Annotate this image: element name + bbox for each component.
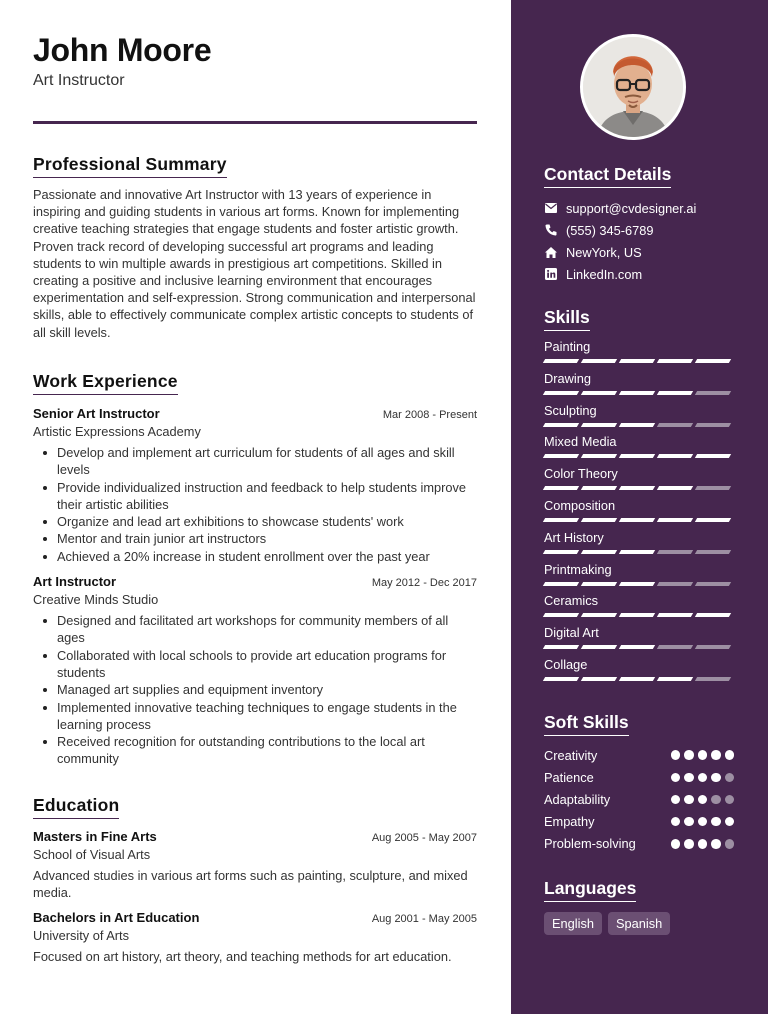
soft-skill-item — [544, 766, 734, 788]
soft-skills-section — [544, 712, 734, 855]
rating-dot-filled — [698, 817, 708, 827]
rating-dot-filled — [671, 795, 681, 805]
skill-bar-filled — [543, 423, 579, 427]
skill-bar-filled — [581, 550, 617, 554]
education-date: Aug 2005 - May 2007 — [371, 832, 477, 844]
rating-dot-filled — [684, 795, 694, 805]
job-title: Art Instructor — [33, 574, 117, 590]
rating-dot-filled — [684, 773, 694, 783]
skill-name: Ceramics — [544, 593, 599, 609]
skill-bar-filled — [695, 613, 731, 617]
bullet-item: Mentor and train junior art instructors — [33, 530, 477, 547]
phone-text: (555) 345-6789 — [566, 222, 654, 238]
skill-name: Digital Art — [544, 625, 599, 641]
skill-level-bars — [544, 613, 734, 617]
skill-bar-filled — [619, 454, 655, 458]
skill-name: Mixed Media — [544, 434, 617, 450]
bullet-item: Managed art supplies and equipment inventory — [33, 681, 477, 698]
skill-name: Drawing — [544, 370, 591, 386]
language-badge: English — [544, 912, 602, 935]
skill-bar-filled — [543, 454, 579, 458]
soft-skill-name: Patience — [544, 769, 594, 785]
skill-bar-filled — [657, 518, 693, 522]
skill-bar-filled — [619, 359, 655, 363]
location-text: NewYork, US — [566, 244, 642, 260]
soft-skill-item — [544, 811, 734, 833]
rating-dot-filled — [711, 773, 721, 783]
skill-item — [544, 593, 734, 625]
job-bullets — [33, 444, 477, 565]
rating-dot-filled — [698, 795, 708, 805]
soft-skill-rating — [671, 839, 735, 849]
bullet-item: Designed and facilitated art workshops for community members of all ages — [33, 612, 477, 647]
bullet-item: Collaborated with local schools to provide art education programs for students — [33, 647, 477, 682]
education-date: Aug 2001 - May 2005 — [371, 912, 477, 925]
rating-dot-filled — [698, 750, 708, 760]
skill-level-bars — [544, 518, 734, 522]
email-text: support@cvdesigner.ai — [566, 200, 697, 216]
rating-dot-filled — [684, 750, 694, 760]
summary-text: Passionate and innovative Art Instructor with 13 years of experience in inspiring and guiding students in various art forms. Known for implementing creative teaching strategies that engage students and foster artistic growth. Proven track record of developing successful art programs and leading students to win multiple awards in prestigious art competitions. Skilled in creating a positive and inclusive learning environment that encourages experimentation and self-expression. Strong communication and interpersonal skills, able to effectively communicate complex artistic concepts to students of all skill levels. — [33, 187, 476, 340]
experience-section — [33, 371, 477, 768]
skill-bar-empty — [695, 645, 731, 649]
skill-bar-filled — [581, 677, 617, 681]
skill-bar-filled — [619, 423, 655, 427]
skill-item — [544, 466, 734, 498]
soft-skill-name: Problem-solving — [544, 836, 636, 852]
contact-location — [544, 241, 734, 263]
skill-name: Art History — [544, 529, 604, 545]
skills-heading: Skills — [544, 307, 590, 331]
bullet-item: Received recognition for outstanding contributions to the local art community — [33, 733, 477, 768]
skill-name: Sculpting — [544, 402, 597, 418]
rating-dot-filled — [671, 773, 681, 783]
rating-dot-filled — [698, 839, 708, 849]
skill-item — [544, 498, 734, 530]
skill-level-bars — [544, 423, 734, 427]
job-date: Mar 2008 - Present — [382, 409, 477, 421]
skill-bar-filled — [657, 391, 693, 395]
skill-level-bars — [544, 391, 734, 395]
profile-photo — [580, 34, 686, 140]
skill-bar-filled — [543, 645, 579, 649]
skill-bar-filled — [619, 486, 655, 490]
skill-bar-empty — [695, 423, 731, 427]
education-heading: Education — [33, 795, 119, 819]
skill-bar-filled — [581, 359, 617, 363]
skill-bar-filled — [543, 677, 579, 681]
rating-dot-filled — [711, 839, 721, 849]
rating-dot-filled — [684, 817, 694, 827]
soft-skill-name: Empathy — [544, 814, 595, 830]
contact-email[interactable] — [544, 197, 734, 219]
skill-bar-filled — [695, 359, 731, 363]
skill-item — [544, 625, 734, 657]
rating-dot-filled — [725, 750, 735, 760]
skill-name: Painting — [544, 339, 591, 354]
soft-skill-name: Adaptability — [544, 791, 611, 807]
skill-bar-filled — [581, 613, 617, 617]
job-date: May 2012 - Dec 2017 — [371, 577, 477, 590]
skill-item — [544, 339, 734, 371]
skill-item — [544, 530, 734, 562]
rating-dot-filled — [711, 817, 721, 827]
skills-list — [544, 339, 734, 689]
rating-dot-empty — [725, 839, 735, 849]
rating-dot-filled — [684, 839, 694, 849]
contact-phone[interactable] — [544, 219, 734, 241]
skill-bar-filled — [695, 454, 731, 458]
education-entry — [33, 910, 477, 965]
skill-item — [544, 562, 734, 594]
school-name: School of Visual Arts — [33, 847, 151, 862]
skill-bar-filled — [657, 359, 693, 363]
skill-bar-filled — [581, 518, 617, 522]
skill-bar-filled — [619, 645, 655, 649]
skill-bar-empty — [695, 391, 731, 395]
summary-heading: Professional Summary — [33, 154, 227, 178]
language-badge: Spanish — [608, 912, 670, 935]
languages-section — [544, 878, 734, 935]
skill-bar-filled — [581, 582, 617, 586]
envelope-icon — [544, 201, 558, 215]
soft-skills-list — [544, 744, 734, 855]
home-icon — [544, 245, 558, 259]
skill-bar-filled — [695, 518, 731, 522]
skill-name: Printmaking — [544, 561, 612, 577]
languages-heading: Languages — [544, 878, 636, 902]
rating-dot-empty — [725, 795, 735, 805]
skill-bar-empty — [657, 582, 693, 586]
skill-bar-filled — [581, 454, 617, 458]
linkedin-icon — [544, 267, 558, 281]
skill-bar-empty — [695, 677, 731, 681]
linkedin-text: LinkedIn.com — [566, 266, 643, 282]
soft-skill-rating — [671, 795, 735, 805]
skill-level-bars — [544, 550, 734, 554]
skill-bar-filled — [619, 582, 655, 586]
skill-bar-empty — [695, 582, 731, 586]
contact-section — [544, 164, 734, 285]
soft-skill-item — [544, 788, 734, 810]
rating-dot-filled — [711, 750, 721, 760]
experience-heading: Work Experience — [33, 371, 178, 395]
school-name: University of Arts — [33, 927, 130, 943]
job-organization: Creative Minds Studio — [33, 592, 159, 608]
bullet-item: Organize and lead art exhibitions to showcase students' work — [33, 513, 477, 530]
skill-level-bars — [544, 454, 734, 458]
rating-dot-empty — [711, 795, 721, 805]
degree-title: Bachelors in Art Education — [33, 909, 200, 925]
skill-bar-filled — [657, 613, 693, 617]
skill-bar-filled — [657, 486, 693, 490]
rating-dot-filled — [671, 750, 681, 760]
rating-dot-filled — [671, 817, 681, 827]
skill-bar-filled — [581, 423, 617, 427]
job-entry — [33, 574, 477, 768]
skill-bar-filled — [543, 550, 579, 554]
skill-bar-empty — [695, 550, 731, 554]
job-entry — [33, 406, 477, 565]
soft-skill-name: Creativity — [544, 747, 598, 763]
soft-skill-item — [544, 833, 734, 855]
soft-skill-rating — [671, 750, 735, 760]
skill-bar-filled — [581, 486, 617, 490]
skill-bar-filled — [543, 582, 579, 586]
skill-bar-filled — [619, 391, 655, 395]
skill-item — [544, 657, 734, 689]
skill-level-bars — [544, 645, 734, 649]
skills-section — [544, 307, 734, 689]
skill-bar-filled — [543, 613, 579, 617]
phone-icon — [544, 223, 558, 237]
rating-dot-filled — [725, 817, 735, 827]
education-description: Focused on art history, art theory, and teaching methods for art education. — [33, 948, 452, 964]
skill-level-bars — [544, 486, 734, 490]
skill-item — [544, 403, 734, 435]
education-entry — [33, 829, 477, 902]
soft-skill-item — [544, 744, 734, 766]
skill-bar-filled — [581, 645, 617, 649]
skill-name: Composition — [544, 497, 616, 513]
bullet-item: Achieved a 20% increase in student enrollment over the past year — [33, 548, 477, 565]
skill-bar-filled — [581, 391, 617, 395]
skill-bar-filled — [619, 550, 655, 554]
skill-level-bars — [544, 582, 734, 586]
skill-bar-empty — [657, 423, 693, 427]
skill-bar-filled — [543, 518, 579, 522]
bullet-item: Provide individualized instruction and feedback to help students improve their artistic abilities — [33, 479, 477, 514]
skill-bar-filled — [543, 391, 579, 395]
candidate-title: Art Instructor — [33, 72, 125, 89]
soft-skills-heading: Soft Skills — [544, 712, 629, 736]
skill-bar-empty — [657, 645, 693, 649]
bullet-item: Implemented innovative teaching techniques to engage students in the learning process — [33, 699, 477, 734]
skill-item — [544, 371, 734, 403]
skill-name: Color Theory — [544, 466, 618, 482]
profile-photo-illustration — [583, 37, 683, 137]
job-bullets — [33, 612, 477, 768]
skill-bar-filled — [619, 677, 655, 681]
rating-dot-filled — [698, 773, 708, 783]
skill-item — [544, 434, 734, 466]
skill-bar-filled — [543, 486, 579, 490]
education-description: Advanced studies in various art forms such as painting, sculpture, and mixed media. — [33, 868, 468, 901]
languages-list — [544, 912, 734, 935]
rating-dot-filled — [671, 839, 681, 849]
summary-section — [33, 154, 477, 341]
education-section — [33, 795, 477, 965]
soft-skill-rating — [671, 773, 735, 783]
bullet-item: Develop and implement art curriculum for students of all ages and skill levels — [33, 444, 477, 479]
skill-bar-filled — [619, 518, 655, 522]
soft-skill-rating — [671, 817, 735, 827]
skill-level-bars — [544, 677, 734, 681]
skill-bar-filled — [619, 613, 655, 617]
skill-bar-filled — [543, 359, 579, 363]
degree-title: Masters in Fine Arts — [33, 829, 157, 844]
job-organization: Artistic Expressions Academy — [33, 424, 201, 439]
skill-name: Collage — [544, 656, 588, 672]
job-title: Senior Art Instructor — [33, 406, 160, 421]
skill-bar-empty — [657, 550, 693, 554]
header-divider — [33, 121, 477, 124]
skill-bar-empty — [695, 486, 731, 490]
skill-level-bars — [544, 359, 734, 363]
candidate-name: John Moore — [33, 32, 212, 68]
rating-dot-empty — [725, 773, 735, 783]
skill-bar-filled — [657, 454, 693, 458]
contact-linkedin[interactable] — [544, 263, 734, 285]
skill-bar-filled — [657, 677, 693, 681]
contact-heading: Contact Details — [544, 164, 671, 188]
